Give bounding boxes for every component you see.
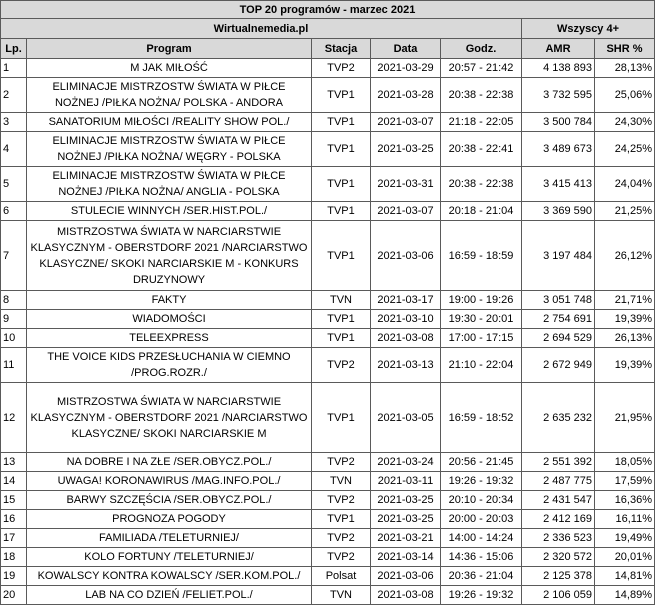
- cell-program: ELIMINACJE MISTRZOSTW ŚWIATA W PIŁCE NOŻNEJ /PIŁKA NOŻNA/ ANGLIA - POLSKA: [27, 167, 312, 202]
- cell-stacja: Polsat: [312, 567, 371, 586]
- cell-shr: 21,25%: [595, 202, 655, 221]
- cell-stacja: TVP2: [312, 548, 371, 567]
- table-row: [1, 329, 655, 348]
- cell-shr: 24,25%: [595, 132, 655, 167]
- cell-data: 2021-03-07: [371, 202, 441, 221]
- cell-program: NA DOBRE I NA ZŁE /SER.OBYCZ.POL./: [27, 453, 312, 472]
- table-row: [1, 310, 655, 329]
- table-row: [1, 78, 655, 113]
- cell-godz: 20:10 - 20:34: [441, 491, 522, 510]
- cell-program: WIADOMOŚCI: [27, 310, 312, 329]
- cell-godz: 20:38 - 22:38: [441, 167, 522, 202]
- cell-shr: 25,06%: [595, 78, 655, 113]
- cell-data: 2021-03-07: [371, 113, 441, 132]
- cell-stacja: TVN: [312, 291, 371, 310]
- cell-data: 2021-03-06: [371, 221, 441, 291]
- cell-data: 2021-03-08: [371, 329, 441, 348]
- cell-shr: 26,13%: [595, 329, 655, 348]
- cell-shr: 19,49%: [595, 529, 655, 548]
- cell-program: UWAGA! KORONAWIRUS /MAG.INFO.POL./: [27, 472, 312, 491]
- cell-program: FAKTY: [27, 291, 312, 310]
- cell-program: MISTRZOSTWA ŚWIATA W NARCIARSTWIE KLASYCZNYM - OBERSTDORF 2021 /NARCIARSTWO KLASYCZNE/ SKOKI NARCIARSKIE M: [27, 383, 312, 453]
- cell-program: KOLO FORTUNY /TELETURNIEJ/: [27, 548, 312, 567]
- cell-data: 2021-03-08: [371, 586, 441, 605]
- cell-amr: 2 125 378: [522, 567, 595, 586]
- cell-lp: 18: [1, 548, 27, 567]
- cell-lp: 3: [1, 113, 27, 132]
- cell-amr: 2 412 169: [522, 510, 595, 529]
- cell-godz: 20:38 - 22:41: [441, 132, 522, 167]
- cell-amr: 2 551 392: [522, 453, 595, 472]
- cell-stacja: TVP1: [312, 221, 371, 291]
- cell-program: M JAK MIŁOŚĆ: [27, 59, 312, 78]
- cell-shr: 17,59%: [595, 472, 655, 491]
- cell-stacja: TVP1: [312, 113, 371, 132]
- cell-godz: 20:00 - 20:03: [441, 510, 522, 529]
- header-amr: AMR: [522, 39, 595, 59]
- header-lp: Lp.: [1, 39, 27, 59]
- cell-data: 2021-03-25: [371, 510, 441, 529]
- cell-stacja: TVP2: [312, 59, 371, 78]
- cell-program: KOWALSCY KONTRA KOWALSCY /SER.KOM.POL./: [27, 567, 312, 586]
- cell-data: 2021-03-28: [371, 78, 441, 113]
- cell-stacja: TVP1: [312, 132, 371, 167]
- cell-shr: 21,95%: [595, 383, 655, 453]
- cell-godz: 20:57 - 21:42: [441, 59, 522, 78]
- cell-amr: 2 672 949: [522, 348, 595, 383]
- cell-lp: 6: [1, 202, 27, 221]
- cell-data: 2021-03-31: [371, 167, 441, 202]
- cell-shr: 19,39%: [595, 348, 655, 383]
- cell-lp: 20: [1, 586, 27, 605]
- header-program: Program: [27, 39, 312, 59]
- cell-program: MISTRZOSTWA ŚWIATA W NARCIARSTWIE KLASYCZNYM - OBERSTDORF 2021 /NARCIARSTWO KLASYCZNE/ SKOKI NARCIARSKIE M - KONKURS DRUZYNOWY: [27, 221, 312, 291]
- cell-data: 2021-03-05: [371, 383, 441, 453]
- cell-lp: 1: [1, 59, 27, 78]
- cell-program: LAB NA CO DZIEŃ /FELIET.POL./: [27, 586, 312, 605]
- cell-lp: 2: [1, 78, 27, 113]
- cell-data: 2021-03-29: [371, 59, 441, 78]
- cell-amr: 2 106 059: [522, 586, 595, 605]
- cell-stacja: TVP1: [312, 510, 371, 529]
- cell-amr: 2 320 572: [522, 548, 595, 567]
- cell-godz: 16:59 - 18:59: [441, 221, 522, 291]
- cell-program: ELIMINACJE MISTRZOSTW ŚWIATA W PIŁCE NOŻNEJ /PIŁKA NOŻNA/ WĘGRY - POLSKA: [27, 132, 312, 167]
- cell-program: FAMILIADA /TELETURNIEJ/: [27, 529, 312, 548]
- cell-stacja: TVP1: [312, 202, 371, 221]
- cell-shr: 28,13%: [595, 59, 655, 78]
- cell-stacja: TVP2: [312, 453, 371, 472]
- cell-lp: 19: [1, 567, 27, 586]
- cell-program: TELEEXPRESS: [27, 329, 312, 348]
- cell-stacja: TVP2: [312, 491, 371, 510]
- cell-amr: 2 487 775: [522, 472, 595, 491]
- table-row: [1, 548, 655, 567]
- cell-stacja: TVP1: [312, 167, 371, 202]
- cell-data: 2021-03-17: [371, 291, 441, 310]
- source-label: Wirtualnemedia.pl: [1, 19, 522, 39]
- table-row: [1, 529, 655, 548]
- table-row: [1, 291, 655, 310]
- cell-godz: 20:56 - 21:45: [441, 453, 522, 472]
- cell-godz: 16:59 - 18:52: [441, 383, 522, 453]
- cell-amr: 3 500 784: [522, 113, 595, 132]
- cell-godz: 21:18 - 22:05: [441, 113, 522, 132]
- cell-lp: 7: [1, 221, 27, 291]
- cell-godz: 20:18 - 21:04: [441, 202, 522, 221]
- table-row: [1, 510, 655, 529]
- table-row: [1, 348, 655, 383]
- table-row: [1, 472, 655, 491]
- cell-amr: 3 051 748: [522, 291, 595, 310]
- cell-program: STULECIE WINNYCH /SER.HIST.POL./: [27, 202, 312, 221]
- cell-stacja: TVP2: [312, 348, 371, 383]
- cell-data: 2021-03-13: [371, 348, 441, 383]
- cell-godz: 14:36 - 15:06: [441, 548, 522, 567]
- cell-godz: 19:00 - 19:26: [441, 291, 522, 310]
- cell-lp: 9: [1, 310, 27, 329]
- cell-lp: 12: [1, 383, 27, 453]
- cell-stacja: TVP2: [312, 529, 371, 548]
- cell-lp: 15: [1, 491, 27, 510]
- cell-data: 2021-03-11: [371, 472, 441, 491]
- cell-data: 2021-03-24: [371, 453, 441, 472]
- cell-amr: 4 138 893: [522, 59, 595, 78]
- cell-lp: 8: [1, 291, 27, 310]
- cell-shr: 21,71%: [595, 291, 655, 310]
- cell-amr: 2 754 691: [522, 310, 595, 329]
- table-title: TOP 20 programów - marzec 2021: [1, 1, 655, 19]
- cell-shr: 14,81%: [595, 567, 655, 586]
- cell-lp: 14: [1, 472, 27, 491]
- cell-amr: 3 489 673: [522, 132, 595, 167]
- cell-lp: 17: [1, 529, 27, 548]
- cell-program: THE VOICE KIDS PRZESŁUCHANIA W CIEMNO /PROG.ROZR./: [27, 348, 312, 383]
- cell-shr: 20,01%: [595, 548, 655, 567]
- cell-lp: 5: [1, 167, 27, 202]
- cell-amr: 2 694 529: [522, 329, 595, 348]
- cell-godz: 17:00 - 17:15: [441, 329, 522, 348]
- cell-shr: 26,12%: [595, 221, 655, 291]
- cell-amr: 3 732 595: [522, 78, 595, 113]
- header-shr: SHR %: [595, 39, 655, 59]
- cell-godz: 19:30 - 20:01: [441, 310, 522, 329]
- audience-group-label: Wszyscy 4+: [522, 19, 655, 39]
- cell-data: 2021-03-21: [371, 529, 441, 548]
- cell-data: 2021-03-25: [371, 132, 441, 167]
- cell-shr: 19,39%: [595, 310, 655, 329]
- cell-lp: 16: [1, 510, 27, 529]
- header-godz: Godz.: [441, 39, 522, 59]
- cell-amr: 2 336 523: [522, 529, 595, 548]
- cell-shr: 18,05%: [595, 453, 655, 472]
- table-row: [1, 132, 655, 167]
- cell-godz: 19:26 - 19:32: [441, 586, 522, 605]
- table-row: [1, 113, 655, 132]
- cell-data: 2021-03-14: [371, 548, 441, 567]
- table-row: [1, 453, 655, 472]
- cell-godz: 14:00 - 14:24: [441, 529, 522, 548]
- header-stacja: Stacja: [312, 39, 371, 59]
- header-data: Data: [371, 39, 441, 59]
- cell-lp: 4: [1, 132, 27, 167]
- cell-stacja: TVP1: [312, 78, 371, 113]
- cell-stacja: TVN: [312, 586, 371, 605]
- cell-data: 2021-03-25: [371, 491, 441, 510]
- cell-lp: 11: [1, 348, 27, 383]
- cell-stacja: TVP1: [312, 383, 371, 453]
- cell-godz: 20:38 - 22:38: [441, 78, 522, 113]
- table-row: [1, 59, 655, 78]
- cell-shr: 14,89%: [595, 586, 655, 605]
- cell-shr: 16,11%: [595, 510, 655, 529]
- cell-data: 2021-03-06: [371, 567, 441, 586]
- cell-godz: 20:36 - 21:04: [441, 567, 522, 586]
- cell-program: PROGNOZA POGODY: [27, 510, 312, 529]
- cell-shr: 16,36%: [595, 491, 655, 510]
- cell-godz: 21:10 - 22:04: [441, 348, 522, 383]
- cell-godz: 19:26 - 19:32: [441, 472, 522, 491]
- table-row: [1, 383, 655, 453]
- cell-amr: 3 415 413: [522, 167, 595, 202]
- cell-data: 2021-03-10: [371, 310, 441, 329]
- table-row: [1, 221, 655, 291]
- cell-amr: 3 197 484: [522, 221, 595, 291]
- table-row: [1, 586, 655, 605]
- cell-lp: 10: [1, 329, 27, 348]
- cell-stacja: TVN: [312, 472, 371, 491]
- cell-amr: 3 369 590: [522, 202, 595, 221]
- cell-stacja: TVP1: [312, 310, 371, 329]
- table-row: [1, 491, 655, 510]
- cell-amr: 2 635 232: [522, 383, 595, 453]
- cell-amr: 2 431 547: [522, 491, 595, 510]
- table-row: [1, 202, 655, 221]
- cell-lp: 13: [1, 453, 27, 472]
- cell-program: ELIMINACJE MISTRZOSTW ŚWIATA W PIŁCE NOŻNEJ /PIŁKA NOŻNA/ POLSKA - ANDORA: [27, 78, 312, 113]
- cell-shr: 24,30%: [595, 113, 655, 132]
- cell-shr: 24,04%: [595, 167, 655, 202]
- table-row: [1, 567, 655, 586]
- cell-program: BARWY SZCZĘŚCIA /SER.OBYCZ.POL./: [27, 491, 312, 510]
- cell-program: SANATORIUM MIŁOŚCI /REALITY SHOW POL./: [27, 113, 312, 132]
- cell-stacja: TVP1: [312, 329, 371, 348]
- table-row: [1, 167, 655, 202]
